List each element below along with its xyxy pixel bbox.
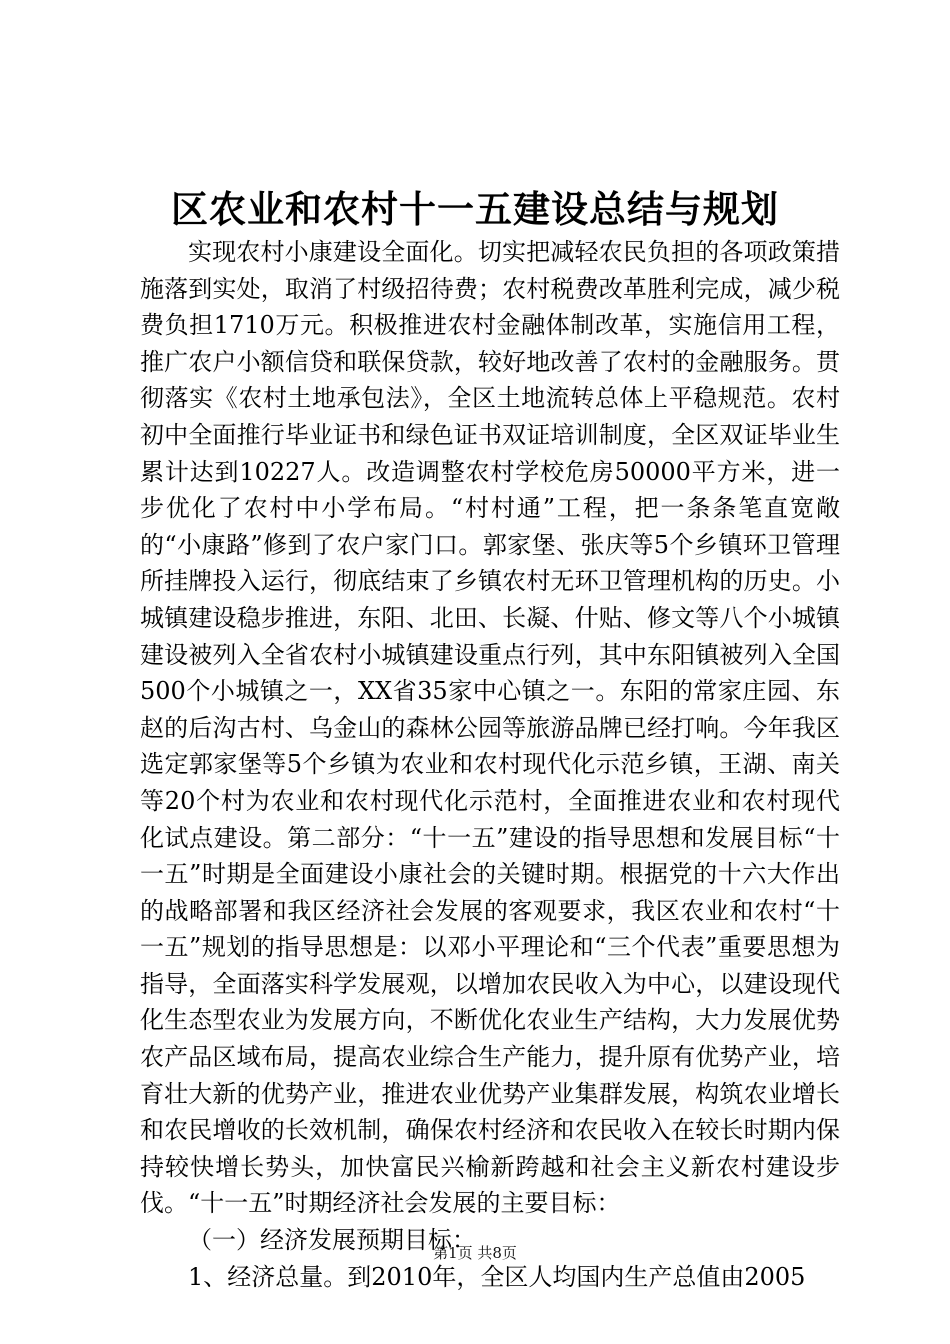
body-paragraph: 1、经济总量。到2010年，全区人均国内生产总值由2005 [188, 1262, 806, 1291]
document-body [140, 234, 840, 1295]
page-footer: 第1页 共8页 [433, 1244, 517, 1262]
document-title: 区农业和农村十一五建设总结与规划 [171, 187, 779, 231]
body-paragraph: 实现农村小康建设全面化。切实把减轻农民负担的各项政策措施落到实处，取消了村级招待费；农村税费改革胜利完成，减少税费负担1710万元。积极推进农村金融体制改革，实施信用工程，推广农户小额信贷和联保贷款，较好地改善了农村的金融服务。贯彻落实《农村土地承包法》，全区土地流转总体上平稳规范。农村初中全面推行毕业证书和绿色证书双证培训制度，全区双证毕业生累计达到10227人。改造调整农村学校危房50000平方米，进一步优化了农村中小学布局。“村村通”工程，把一条条笔直宽敞的“小康路”修到了农户家门口。郭家堡、张庆等5个乡镇环卫管理所挂牌投入运行，彻底结束了乡镇农村无环卫管理机构的历史。小城镇建设稳步推进，东阳、北田、长凝、什贴、修文等八个小城镇建设被列入全省农村小城镇建设重点行列，其中东阳镇被列入全国500个小城镇之一，XX省35家中心镇之一。东阳的常家庄园、东赵的后沟古村、乌金山的森林公园等旅游品牌已经打响。今年我区选定郭家堡等5个乡镇为农业和农村现代化示范乡镇，王湖、南关等20个村为农业和农村现代化示范村，全面推进农业和农村现代化试点建设。第二部分：“十一五”建设的指导思想和发展目标“十一五”时期是全面建设小康社会的关键时期。根据党的十六大作出的战略部署和我区经济社会发展的客观要求，我区农业和农村“十一五”规划的指导思想是：以邓小平理论和“三个代表”重要思想为指导，全面落实科学发展观，以增加农民收入为中心，以建设现代化生态型农业为发展方向，不断优化农业生产结构，大力发展优势农产品区域布局，提高农业综合生产能力，提升原有优势产业，培育壮大新的优势产业，推进农业优势产业集群发展，构筑农业增长和农民增收的长效机制，确保农村经济和农民收入在较长时期内保持较快增长势头，加快富民兴榆新跨越和社会主义新农村建设步伐。“十一五”时期经济社会发展的主要目标： [140, 238, 840, 1218]
body-paragraph: （一）经济发展预期目标： [188, 1226, 476, 1255]
